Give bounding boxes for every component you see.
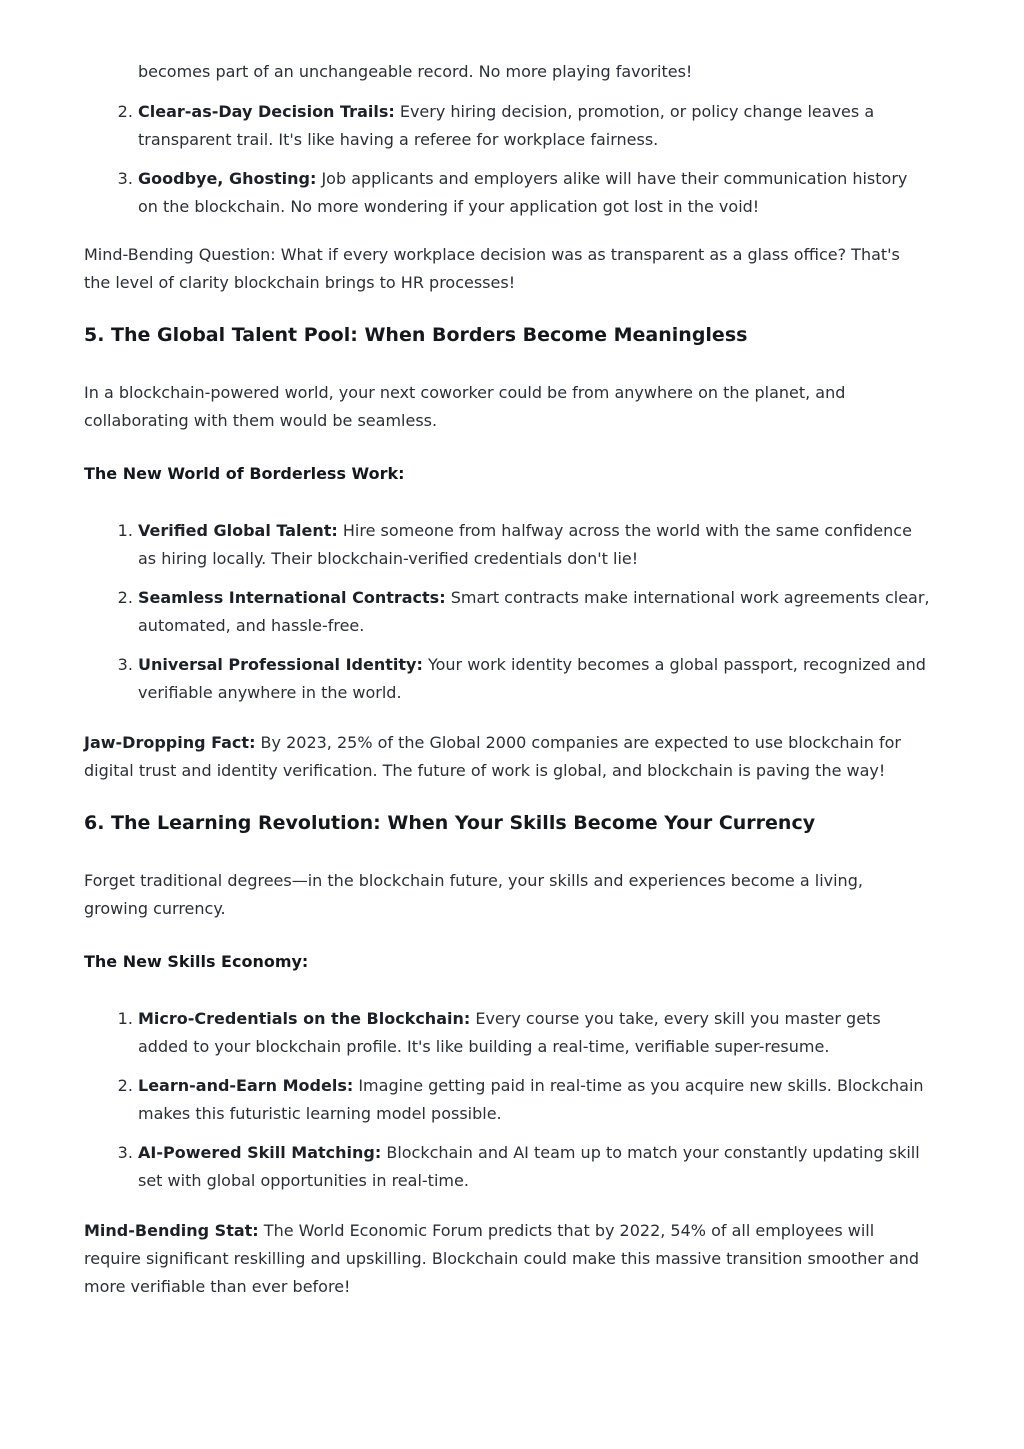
section-5-fact [84, 729, 930, 785]
section-6-subheading: The New Skills Economy: [84, 952, 309, 971]
list-item-text: Every course you take, every skill you master gets added to your blockchain profile. It's like building a real-time, verifiable super-resume. [138, 1009, 881, 1056]
section-5-subheading: The New World of Borderless Work: [84, 464, 405, 483]
list-item [138, 165, 930, 221]
article-body [84, 98, 930, 1301]
section-6-list [84, 1005, 930, 1195]
list-item [138, 1072, 930, 1128]
list-item-text: Imagine getting paid in real-time as you acquire new skills. Blockchain makes this futuristic learning model possible. [138, 1076, 924, 1123]
list-item-term: Micro-Credentials on the Blockchain: [138, 1009, 471, 1028]
section-6-intro: Forget traditional degrees—in the blockchain future, your skills and experiences become a living, growing currency. [84, 871, 863, 918]
list-item-term: Goodbye, Ghosting: [138, 169, 317, 188]
list-item-text: Hire someone from halfway across the world with the same confidence as hiring locally. Their blockchain-verified credentials don't lie! [138, 521, 912, 568]
list-item-term: Universal Professional Identity: [138, 655, 423, 674]
list-item-term: Learn-and-Earn Models: [138, 1076, 354, 1095]
list-item-text: Your work identity becomes a global passport, recognized and verifiable anywhere in the world. [138, 655, 926, 702]
section-5-intro: In a blockchain-powered world, your next coworker could be from anywhere on the planet, and collaborating with them would be seamless. [84, 383, 846, 430]
top-ordered-list [84, 98, 930, 221]
list-item-term: Seamless International Contracts: [138, 588, 446, 607]
fact-text: By 2023, 25% of the Global 2000 companies are expected to use blockchain for digital trust and identity verification. The future of work is global, and blockchain is paving the way! [84, 733, 901, 780]
list-item [138, 1005, 930, 1061]
section-5-list [84, 517, 930, 707]
list-item [138, 1139, 930, 1195]
section-6-stat [84, 1217, 930, 1301]
list-item-text: Blockchain and AI team up to match your constantly updating skill set with global opportunities in real-time. [138, 1143, 920, 1190]
list-item-term: Clear-as-Day Decision Trails: [138, 102, 395, 121]
intro-continuation: becomes part of an unchangeable record. No more playing favorites! [138, 62, 693, 81]
list-item-text: Job applicants and employers alike will have their communication history on the blockchain. No more wondering if your application got lost in the void! [138, 169, 908, 216]
list-item-term: AI-Powered Skill Matching: [138, 1143, 382, 1162]
list-item-term: Verified Global Talent: [138, 521, 338, 540]
mind-bending-question: Mind-Bending Question: What if every workplace decision was as transparent as a glass office? That's the level of clarity blockchain brings to HR processes! [84, 245, 900, 292]
list-item [138, 584, 930, 640]
list-item-text: Every hiring decision, promotion, or policy change leaves a transparent trail. It's like having a referee for workplace fairness. [138, 102, 875, 149]
fact-label: Jaw-Dropping Fact: [84, 733, 256, 752]
list-item [138, 651, 930, 707]
stat-label: Mind-Bending Stat: [84, 1221, 259, 1240]
list-item-text: Smart contracts make international work agreements clear, automated, and hassle-free. [138, 588, 930, 635]
stat-text: The World Economic Forum predicts that by 2022, 54% of all employees will require significant reskilling and upskilling. Blockchain could make this massive transition smoother and more verifiable than ever before! [84, 1221, 919, 1296]
list-item [138, 517, 930, 573]
section-5-heading: 5. The Global Talent Pool: When Borders Become Meaningless [84, 324, 748, 346]
list-item [138, 98, 930, 154]
section-6-heading: 6. The Learning Revolution: When Your Skills Become Your Currency [84, 812, 816, 834]
